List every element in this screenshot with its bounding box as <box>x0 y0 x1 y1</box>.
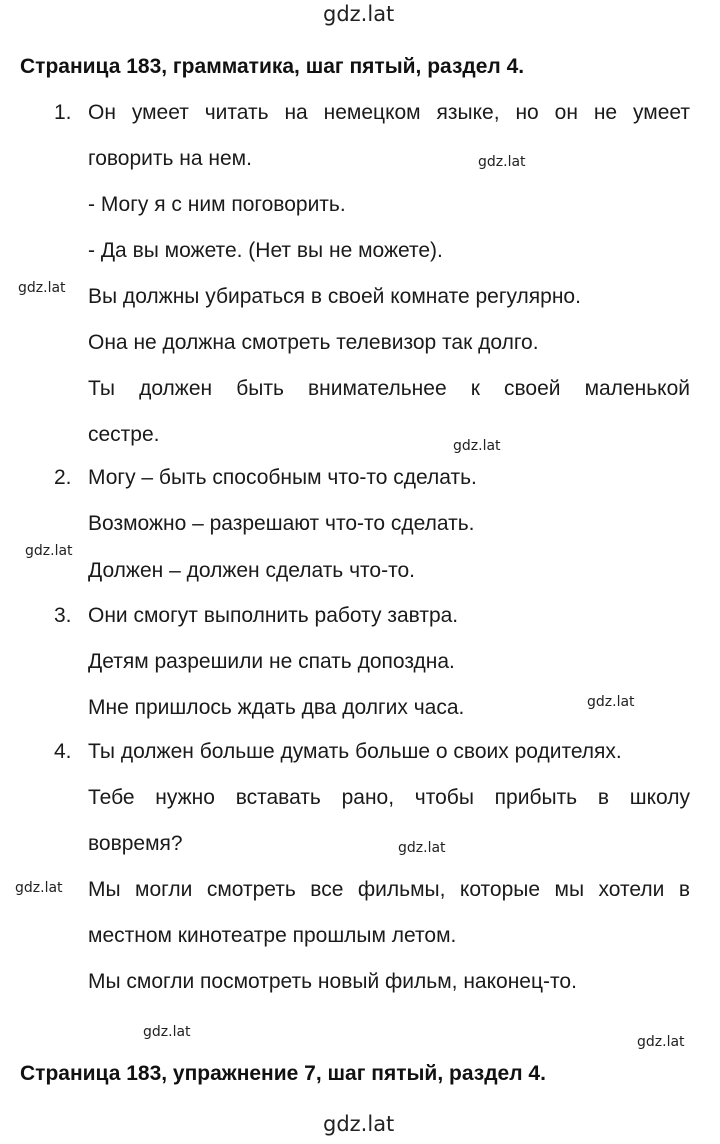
text-line: Она не должна смотреть телевизор так долго. <box>88 331 539 354</box>
text-line: местном кинотеатре прошлым летом. <box>88 924 457 947</box>
watermark: gdz.lat <box>143 1024 191 1040</box>
text-line: Вы должны убираться в своей комнате регулярно. <box>88 285 581 308</box>
item-number: 2. <box>54 466 72 489</box>
watermark: gdz.lat <box>25 543 73 559</box>
text-line: вовремя? <box>88 832 183 855</box>
item-number: 1. <box>54 101 72 124</box>
text-line: - Могу я с ним поговорить. <box>88 193 346 216</box>
watermark-top: gdz.lat <box>323 2 395 26</box>
text-line: Он умеет читать на немецком языке, но он не умеет <box>88 101 690 124</box>
watermark: gdz.lat <box>478 154 526 170</box>
text-line: - Да вы можете. (Нет вы не можете). <box>88 239 443 262</box>
text-line: Они смогут выполнить работу завтра. <box>88 604 459 627</box>
text-line: Ты должен быть внимательнее к своей маленькой <box>88 377 690 400</box>
item-number: 4. <box>54 740 72 763</box>
watermark: gdz.lat <box>587 694 635 710</box>
text-line: Мы могли смотреть все фильмы, которые мы хотели в <box>88 878 690 901</box>
text-line: Должен – должен сделать что-то. <box>88 559 415 582</box>
section-heading: Страница 183, грамматика, шаг пятый, раздел 4. <box>20 55 525 78</box>
section-heading: Страница 183, упражнение 7, шаг пятый, раздел 4. <box>20 1062 546 1085</box>
watermark: gdz.lat <box>453 438 501 454</box>
watermark: gdz.lat <box>15 880 63 896</box>
watermark-bottom: gdz.lat <box>323 1112 395 1136</box>
watermark: gdz.lat <box>398 840 446 856</box>
text-line: Тебе нужно вставать рано, чтобы прибыть в школу <box>88 786 690 809</box>
watermark: gdz.lat <box>637 1034 685 1050</box>
text-line: Ты должен больше думать больше о своих родителях. <box>88 740 622 763</box>
text-line: говорить на нем. <box>88 147 252 170</box>
text-line: Мне пришлось ждать два долгих часа. <box>88 696 465 719</box>
text-line: Детям разрешили не спать допоздна. <box>88 650 455 673</box>
text-line: Могу – быть способным что-то сделать. <box>88 466 477 489</box>
watermark: gdz.lat <box>18 280 66 296</box>
text-line: сестре. <box>88 423 160 446</box>
item-number: 3. <box>54 604 72 627</box>
text-line: Возможно – разрешают что-то сделать. <box>88 512 475 535</box>
text-line: Мы смогли посмотреть новый фильм, наконец-то. <box>88 970 577 993</box>
